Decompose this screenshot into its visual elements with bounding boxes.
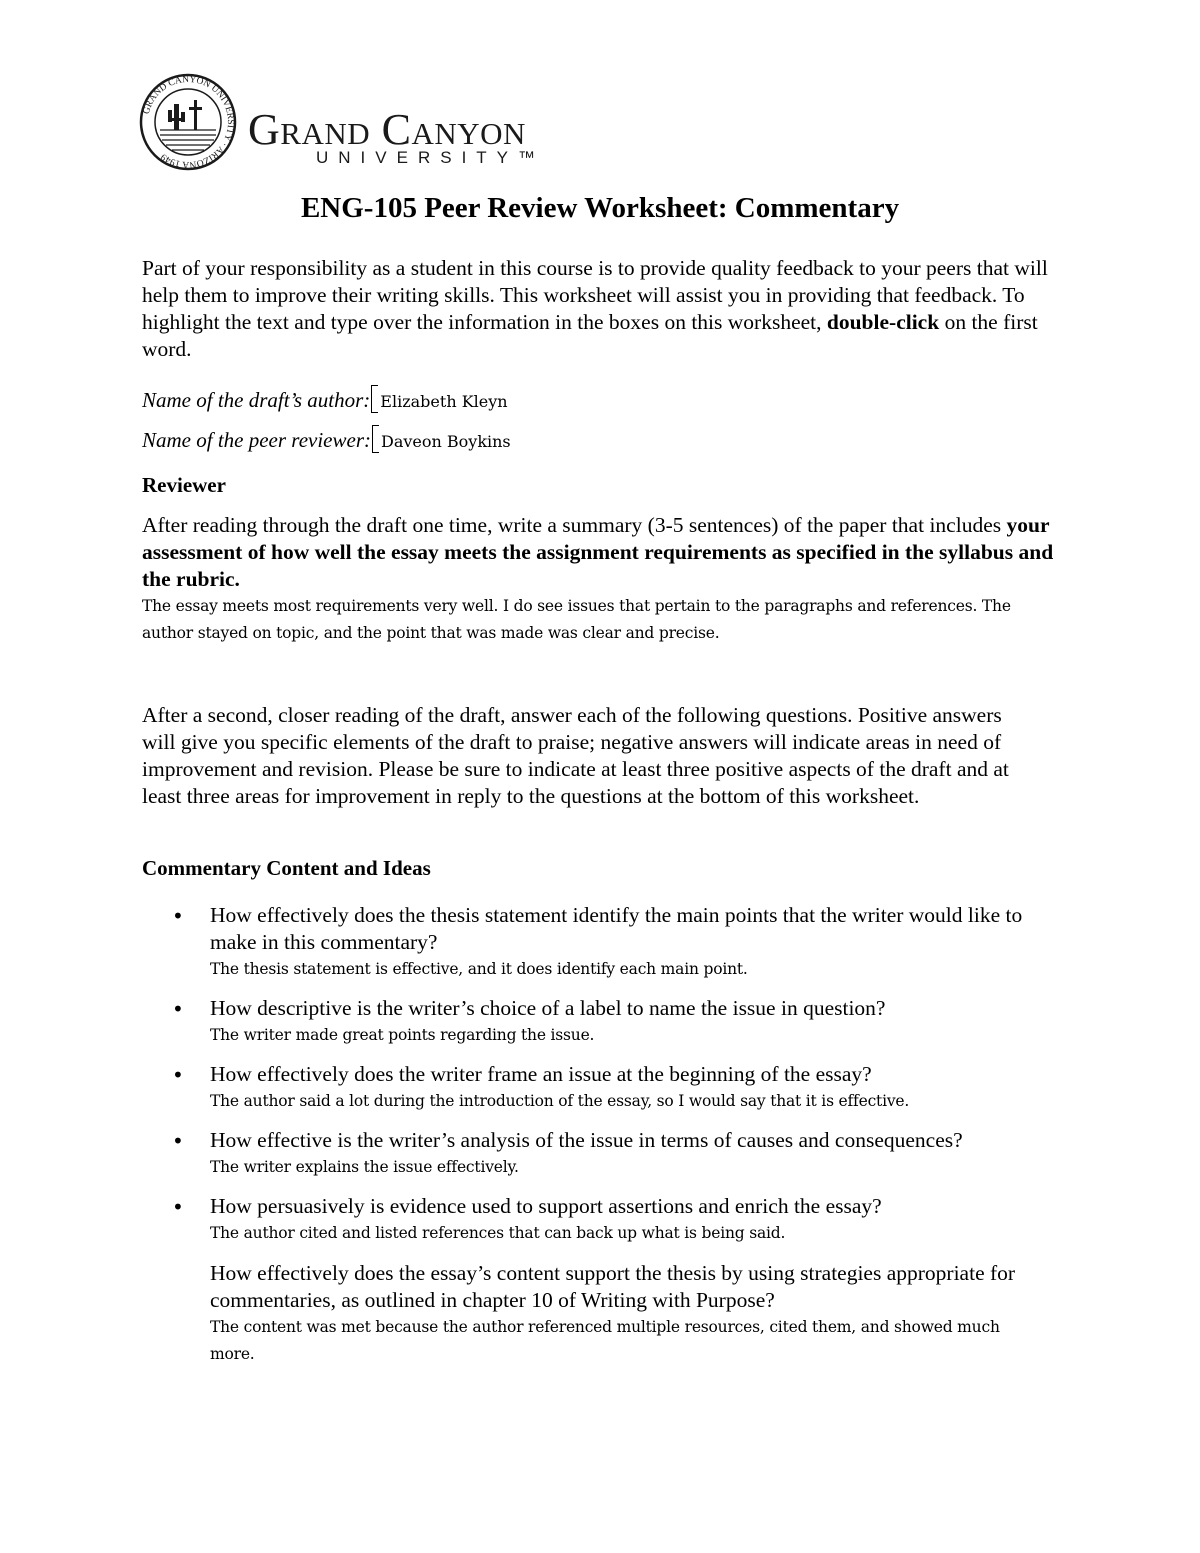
answer-text[interactable]: The content was met because the author referenced multiple resources, cited them, and showed much more. [210,1318,1000,1363]
answer-text[interactable]: The thesis statement is effective, and it does identify each main point. [210,960,748,978]
intro-text: Part of your responsibility as a student in this course is to provide quality feedback to your peers that will help them to improve their writing skills. This worksheet will assist you in providing that feedback. To highlight the text and type over the information in the boxes on this worksheet, [142,256,1048,334]
question-text: How effectively does the thesis statement identify the main points that the writer would like to make in this commentary? [210,903,1023,954]
reviewer-value[interactable]: Daveon Boykins [380,432,511,451]
reviewer-heading: Reviewer [142,473,226,497]
intro-paragraph [142,255,1072,363]
intro-bold-text: double-click [826,310,940,334]
bullet-icon: • [172,997,184,1021]
page-title: ENG-105 Peer Review Worksheet: Commentary [300,192,900,224]
question-text: How effective is the writer’s analysis of the issue in terms of causes and consequences? [210,1128,963,1152]
question-item [210,1061,1060,1115]
reviewer-prompt [142,512,1072,593]
university-name: Grand Canyon [248,105,526,154]
reviewer-field [142,425,511,453]
answer-text[interactable]: The writer explains the issue effectively. [210,1158,519,1176]
second-reading-paragraph: After a second, closer reading of the draft, answer each of the following questions. Positive answers will give you specific elements of the draft to praise; negative answers will indicate areas in need of improvement and revision. Please be sure to indicate at least three positive aspects of the draft and at least three areas for improvement in reply to the questions at the bottom of this worksheet. [142,703,1009,808]
reviewer-prompt-text: After reading through the draft one time, write a summary (3-5 sentences) of the paper that includes [142,513,1007,537]
bullet-icon: • [172,904,184,928]
reviewer-label: Name of the peer reviewer: [142,428,371,452]
field-bracket-icon [372,425,379,453]
question-item [210,1260,1040,1368]
answer-text[interactable]: The author said a lot during the introduction of the essay, so I would say that it is effective. [210,1092,910,1110]
author-field [142,385,508,413]
author-value[interactable]: Elizabeth Kleyn [380,392,508,411]
intro-text-end: on the first word. [142,310,1038,361]
answer-text[interactable]: The author cited and listed references that can back up what is being said. [210,1224,786,1242]
svg-text:GRAND CANYON UNIVERSITY · ARIZ: GRAND CANYON UNIVERSITY · ARIZONA 1949 [141,74,236,170]
question-item [210,995,1060,1049]
question-text: How effectively does the essay’s content support the thesis by using strategies appropriate for commentaries, as outlined in chapter 10 of Writing with Purpose? [210,1261,1016,1312]
content-heading: Commentary Content and Ideas [142,856,431,880]
question-text: How effectively does the writer frame an issue at the beginning of the essay? [210,1062,872,1086]
question-text: How descriptive is the writer’s choice of a label to name the issue in question? [210,996,886,1020]
question-text: How persuasively is evidence used to support assertions and enrich the essay? [210,1194,882,1218]
reviewer-response[interactable]: The essay meets most requirements very well. I do see issues that pertain to the paragraphs and references. The author stayed on topic, and the point that was made was clear and precise. [142,597,1011,642]
question-item [210,902,1060,983]
bullet-icon: • [172,1195,184,1219]
question-item [210,1193,1060,1247]
university-seal-icon [138,72,238,172]
university-subtitle: UNIVERSITY™ [316,148,546,167]
author-label: Name of the draft’s author: [142,388,371,412]
field-bracket-icon [371,385,378,413]
question-item [210,1127,1060,1181]
bullet-icon: • [172,1129,184,1153]
answer-text[interactable]: The writer made great points regarding the issue. [210,1026,595,1044]
university-logo [138,72,598,172]
bullet-icon: • [172,1063,184,1087]
reviewer-prompt-bold: your assessment of how well the essay meets the assignment requirements as specified in the syllabus and the rubric. [142,513,1054,591]
